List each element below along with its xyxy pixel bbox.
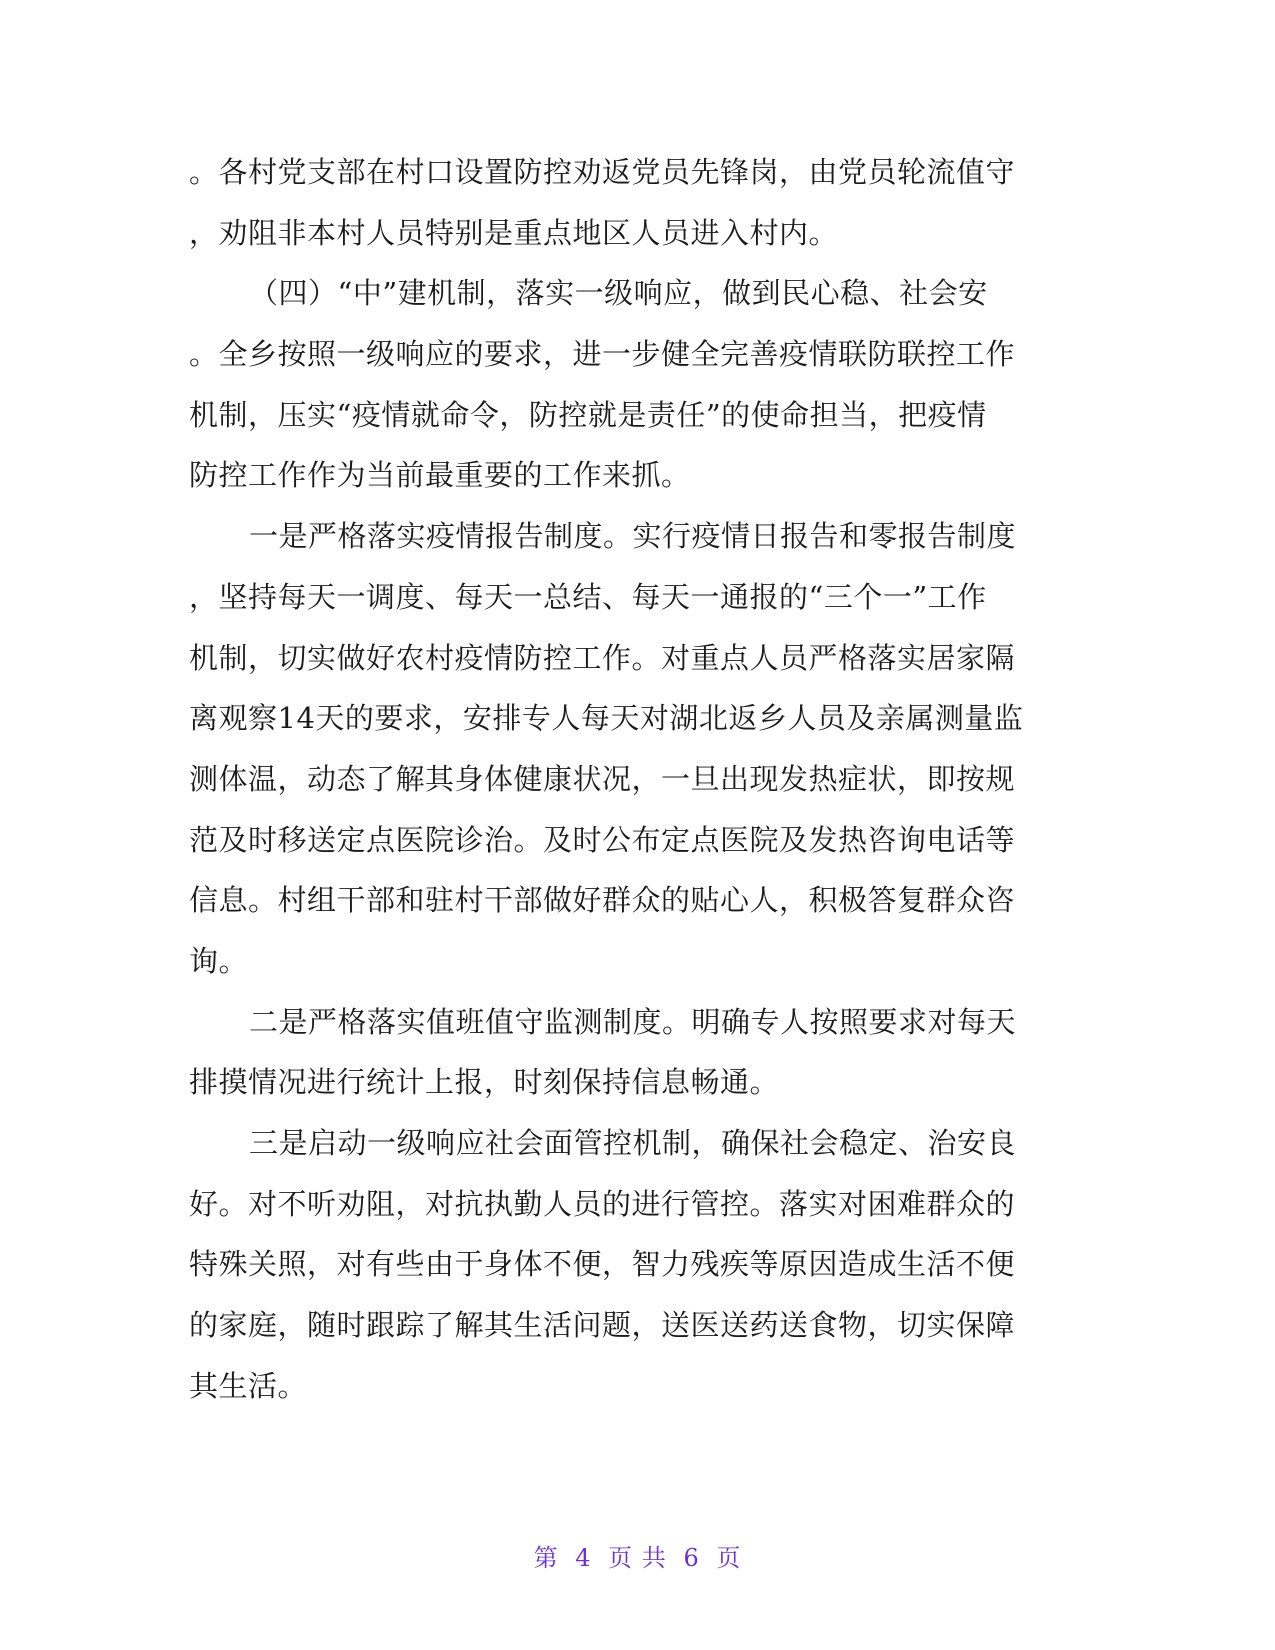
footer-prefix: 第 xyxy=(533,1544,559,1572)
text-line: 询。 xyxy=(189,943,249,978)
text-line: 机制，切实做好农村疫情防控工作。对重点人员严格落实居家隔 xyxy=(189,640,1016,675)
text-line: 特殊关照，对有些由于身体不便，智力残疾等原因造成生活不便 xyxy=(189,1247,1016,1282)
text-line: 防控工作作为当前最重要的工作来抓。 xyxy=(189,458,691,493)
text-line: 。各村党支部在村口设置防控劝返党员先锋岗，由党员轮流值守 xyxy=(189,155,1016,189)
text-line: 机制，压实“疫情就命令，防控就是责任”的使命担当，把疫情 xyxy=(189,397,987,432)
text-line: 排摸情况进行统计上报，时刻保持信息畅通。 xyxy=(189,1065,780,1100)
total-page-number: 6 xyxy=(683,1544,700,1572)
text-line: 。全乡按照一级响应的要求，进一步健全完善疫情联防联控工作 xyxy=(189,337,1016,372)
document-body xyxy=(189,142,1059,1416)
current-page-number: 4 xyxy=(575,1544,592,1572)
text-line: 范及时移送定点医院诊治。及时公布定点医院及发热咨询电话等 xyxy=(189,822,1016,857)
text-line: ，劝阻非本村人员特别是重点地区人员进入村内。 xyxy=(189,215,839,250)
footer-suffix: 页 xyxy=(716,1544,742,1572)
footer-middle: 页 共 xyxy=(608,1544,667,1572)
text-line: 测体温，动态了解其身体健康状况，一旦出现发热症状，即按规 xyxy=(189,761,1016,796)
text-line: 的家庭，随时跟踪了解其生活问题，送医送药送食物，切实保障 xyxy=(189,1308,1016,1343)
section-heading-line: （四）“中”建机制，落实一级响应，做到民心稳、社会安 xyxy=(249,276,988,311)
page-footer xyxy=(0,1538,1275,1573)
text-line: 离观察14天的要求，安排专人每天对湖北返乡人员及亲属测量监 xyxy=(189,701,1024,736)
paragraph-start-line: 二是严格落实值班值守监测制度。明确专人按照要求对每天 xyxy=(249,1004,1017,1039)
text-line: 好。对不听劝阻，对抗执勤人员的进行管控。落实对困难群众的 xyxy=(189,1186,1016,1221)
paragraph-start-line: 一是严格落实疫情报告制度。实行疫情日报告和零报告制度 xyxy=(249,519,1017,554)
text-line: 信息。村组干部和驻村干部做好群众的贴心人，积极答复群众咨 xyxy=(189,883,1016,918)
text-line: ，坚持每天一调度、每天一总结、每天一通报的“三个一”工作 xyxy=(189,579,987,614)
text-line: 其生活。 xyxy=(189,1368,308,1403)
paragraph-start-line: 三是启动一级响应社会面管控机制，确保社会稳定、治安良 xyxy=(249,1126,1017,1160)
